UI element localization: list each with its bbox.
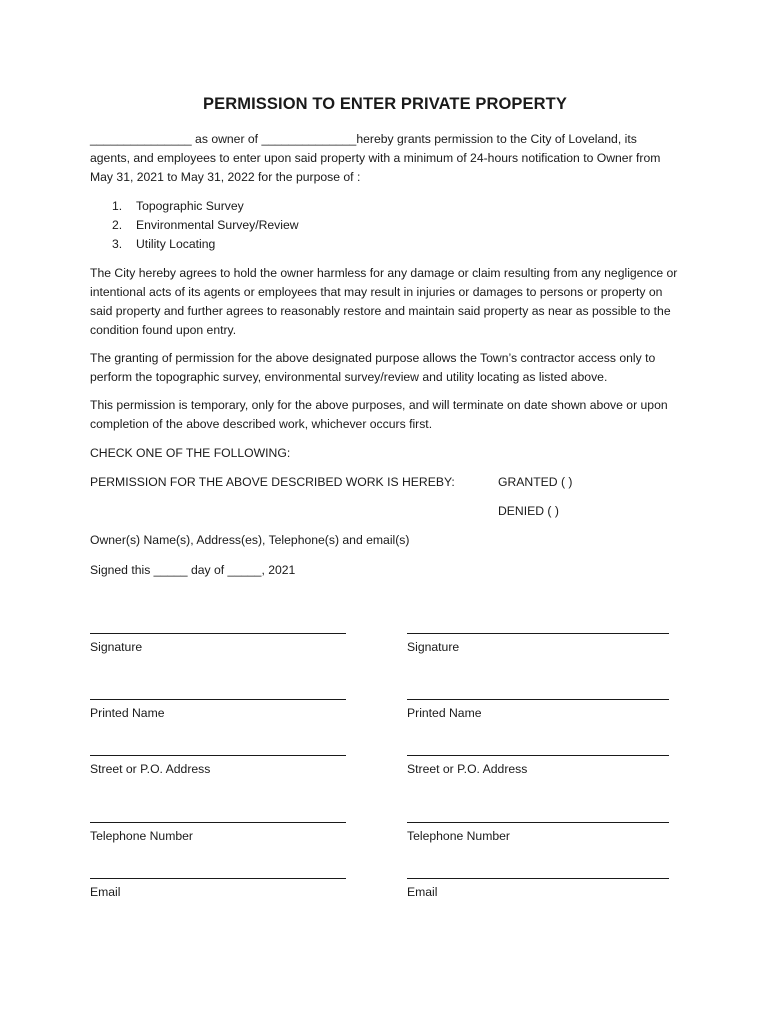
field-label: Printed Name — [90, 706, 165, 720]
signature-line — [407, 755, 669, 756]
signature-field-left[interactable] — [90, 633, 346, 655]
address-field-right[interactable] — [407, 755, 669, 777]
purpose-list — [112, 197, 299, 254]
signature-line — [90, 822, 346, 823]
owners-info-line: Owner(s) Name(s), Address(es), Telephone(s) and email(s) — [90, 533, 410, 547]
list-text: Environmental Survey/Review — [136, 218, 299, 232]
signature-line — [90, 878, 346, 879]
telephone-field-left[interactable] — [90, 822, 346, 844]
address-field-left[interactable] — [90, 755, 346, 777]
permission-statement: PERMISSION FOR THE ABOVE DESCRIBED WORK IS HEREBY: — [90, 475, 455, 489]
signature-line — [90, 633, 346, 634]
granted-option[interactable]: GRANTED ( ) — [498, 475, 573, 489]
field-label: Email — [407, 885, 438, 899]
signature-line — [90, 755, 346, 756]
granting-paragraph: The granting of permission for the above designated purpose allows the Town’s contractor access only to perform the topographic survey, environmental survey/review and utility locating as listed above. — [90, 351, 656, 384]
document-title: PERMISSION TO ENTER PRIVATE PROPERTY — [203, 95, 567, 113]
printed-name-field-left[interactable] — [90, 699, 346, 721]
list-item — [112, 197, 299, 216]
list-text: Topographic Survey — [136, 199, 244, 213]
signature-line — [407, 822, 669, 823]
signature-line — [407, 699, 669, 700]
signed-date-line: Signed this _____ day of _____, 2021 — [90, 563, 296, 577]
field-label: Printed Name — [407, 706, 482, 720]
email-field-right[interactable] — [407, 878, 669, 900]
field-label: Signature — [407, 640, 460, 654]
printed-name-field-right[interactable] — [407, 699, 669, 721]
field-label: Telephone Number — [90, 829, 193, 843]
signature-line — [407, 633, 669, 634]
list-number: 2. — [112, 218, 123, 232]
field-label: Telephone Number — [407, 829, 510, 843]
field-label: Email — [90, 885, 121, 899]
denied-option[interactable]: DENIED ( ) — [498, 504, 559, 518]
field-label: Street or P.O. Address — [90, 762, 211, 776]
list-item — [112, 216, 299, 235]
check-heading: CHECK ONE OF THE FOLLOWING: — [90, 446, 291, 460]
intro-paragraph: _______________ as owner of ______________hereby grants permission to the City of Loveland, its agents, and employees to enter upon said property with a minimum of 24-hours notification to Owner from May 31, 2021 to May 31, 2022 for the purpose of : — [90, 132, 661, 184]
signature-line — [90, 699, 346, 700]
field-label: Street or P.O. Address — [407, 762, 528, 776]
signature-field-right[interactable] — [407, 633, 669, 655]
telephone-field-right[interactable] — [407, 822, 669, 844]
hold-harmless-paragraph: The City hereby agrees to hold the owner harmless for any damage or claim resulting from any negligence or intentional acts of its agents or employees that may result in injuries or damages to persons or property on said property and further agrees to reasonably restore and maintain said property as near as possible to the condition found upon entry. — [90, 266, 678, 337]
list-number: 1. — [112, 199, 123, 213]
list-item — [112, 235, 299, 254]
list-text: Utility Locating — [136, 237, 216, 251]
field-label: Signature — [90, 640, 143, 654]
email-field-left[interactable] — [90, 878, 346, 900]
list-number: 3. — [112, 237, 123, 251]
temporary-paragraph: This permission is temporary, only for the above purposes, and will terminate on date shown above or upon completion of the above described work, whichever occurs first. — [90, 398, 668, 431]
signature-line — [407, 878, 669, 879]
